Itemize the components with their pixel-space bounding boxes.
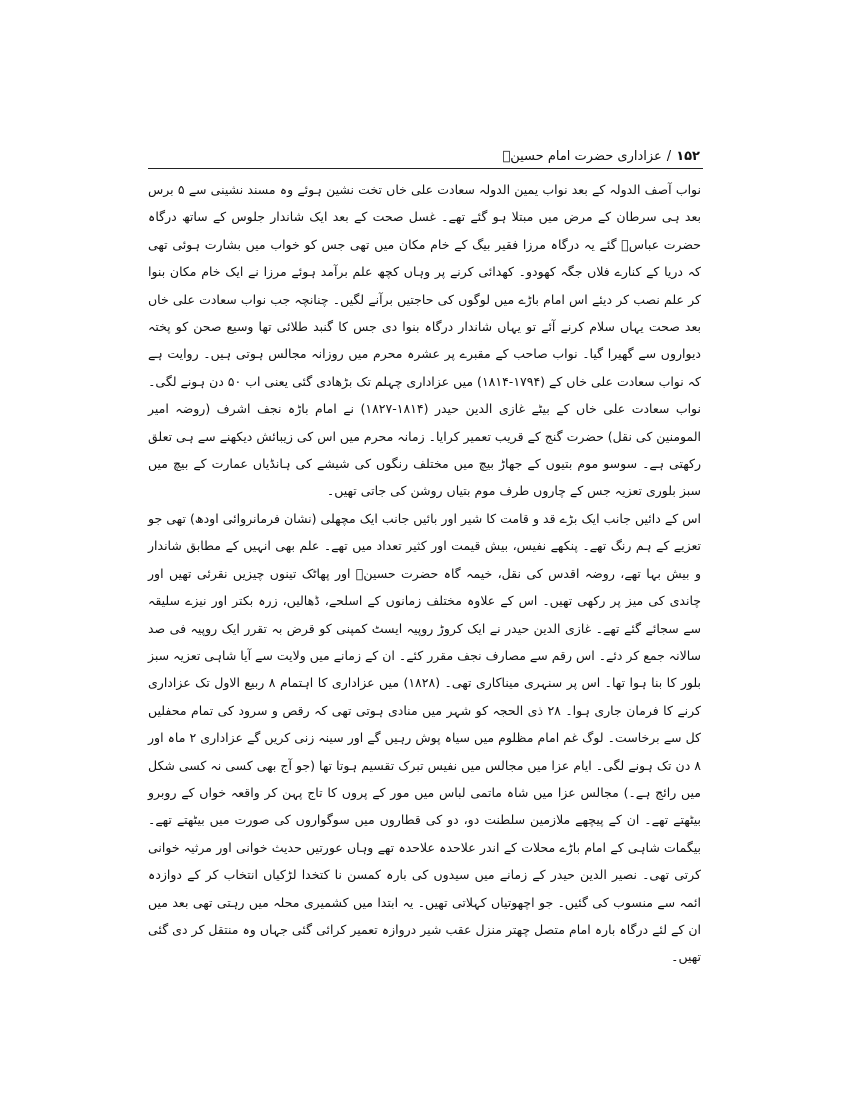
header-separator: / (666, 149, 672, 164)
page-number: ۱۵۲ (676, 149, 700, 164)
paragraph-3: اس کے دائیں جانب ایک بڑے قد و قامت کا شیر اور بائیں جانب ایک مچھلی (نشان فرمانروائی اودھ) تھی جو تعزیے کے ہم رنگ تھے۔ پنکھے نفیس، بیش قیمت اور کثیر تعداد میں تھے۔ علم بھی انہیں کے مطابق شاندار و بیش بہا تھے، روضہ اقدس کی نقل، خیمہ گاہ حضرت حسینؑ اور پھاٹک تینوں چیزیں نقرئی تھیں اور چاندی کی میز پر رکھی تھیں۔ اس کے علاوہ مختلف زمانوں کے اسلحے، ڈھالیں، زرہ بکتر اور نیزے سلیقہ سے سجائے گئے تھے۔ غازی الدین حیدر نے ایک کروڑ روپیہ ایسٹ کمپنی کو قرض بہ تقرر ایک روپیہ فی صد سالانہ جمع کر دئے۔ اس رقم سے مصارف نجف مقرر کئے۔ ان کے زمانے میں ولایت سے آیا شاہی تعزیہ سبز بلور کا بنا ہوا تھا۔ اس پر سنہری میناکاری تھی۔ (۱۸۲۸) میں عزاداری کا اہتمام ۸ ربیع الاول تک عزاداری کرنے کا فرمان جاری ہوا۔ ۲۸ ذی الحجہ کو شہر میں منادی ہوتی تھی کہ رقص و سرود کی تمام محفلیں کل سے برخاست۔ لوگ غم امام مظلوم میں سیاہ پوش رہیں گے اور سینہ زنی کریں گے عزاداری ۲ ماہ اور ۸ دن تک ہونے لگی۔ ایام عزا میں مجالس میں نفیس تبرک تقسیم ہوتا تھا (جو آج بھی کسی نہ کسی شکل میں رائج ہے۔) مجالس عزا میں شاہ ماتمی لباس میں مور کے پروں کا تاج پہن کر واقعہ خواں کے روبرو بیٹھتے تھے۔ ان کے پیچھے ملازمین سلطنت دو، دو کی قطاروں میں سوگواروں کی صورت میں بیٹھتے تھے۔ بیگمات شاہی کے امام باڑے محلات کے اندر علاحدہ علاحدہ تھے وہاں عورتیں حدیث خوانی اور مرثیہ خوانی کرتی تھی۔ نصیر الدین حیدر کے زمانے میں سیدوں کی بارہ کمسن نا کتخدا لڑکیاں انتخاب کر کے دوازدہ ائمہ سے منسوب کی گئیں۔ جو اچھوتیاں کہلاتی تھیں۔ یہ ابتدا میں کشمیری محلہ میں رہتی تھی بعد میں ان کے لئے درگاہ بارہ امام متصل چھتر منزل عقب شیر دروازہ تعمیر کرائی گئی جہاں وہ منتقل کر دی گئی تھیں۔ (148, 510, 702, 965)
header-rule (148, 168, 703, 169)
body-text (148, 176, 701, 971)
paragraph-2: نواب سعادت علی خاں کے بیٹے غازی الدین حیدر (۱۸۱۴-۱۸۲۷) نے امام باڑہ نجف اشرف (روضہ امیر المومنین کی نقل) حضرت گنج کے قریب تعمیر کرایا۔ زمانہ محرم میں اس کی زیبائش دیکھنے سے ہی تعلق رکھتی ہے۔ سوسو موم بتیوں کے جھاڑ بیچ میں مختلف رنگوں کی شیشے کی ہانڈیاں عمارت کے بیچ میں سبز بلوری تعزیہ جس کے چاروں طرف موم بتیاں روشن کی جاتی تھیں۔ (148, 401, 701, 499)
running-header (148, 146, 700, 168)
running-title: عزاداری حضرت امام حسینؑ (502, 149, 662, 164)
paragraph-1: نواب آصف الدولہ کے بعد نواب یمین الدولہ سعادت علی خاں تخت نشین ہوئے وہ مسند نشینی سے ۵ برس بعد ہی سرطان کے مرض میں مبتلا ہو گئے تھے۔ غسل صحت کے بعد ایک شاندار جلوس کے ساتھ درگاہ حضرت عباسؑ گئے یہ درگاہ مرزا فقیر بیگ کے خام مکان میں تھی جس کو خواب میں بشارت ہوئی تھی کہ دریا کے کنارے فلاں جگہ کھودو۔ کھدائی کرنے پر وہاں کچھ علم برآمد ہوئے مرزا نے ایک خام مکان بنوا کر علم نصب کر دیئے اس امام باڑے میں لوگوں کی حاجتیں برآنے لگیں۔ چنانچہ جب نواب سعادت علی خاں بعد صحت یہاں سلام کرنے آئے تو یہاں شاندار درگاہ بنوا دی جس کا گنبد طلائی تھا وسیع صحن کو پختہ دیواروں سے گھیرا گیا۔ نواب صاحب کے مقبرے پر عشرہ محرم میں روزانہ مجالس ہوتی ہیں۔ روایت ہے کہ نواب سعادت علی خاں کے (۱۷۹۴-۱۸۱۴) میں عزاداری چہلم تک بڑھادی گئی یعنی اب ۵۰ دن ہونے لگی۔ (148, 182, 701, 389)
